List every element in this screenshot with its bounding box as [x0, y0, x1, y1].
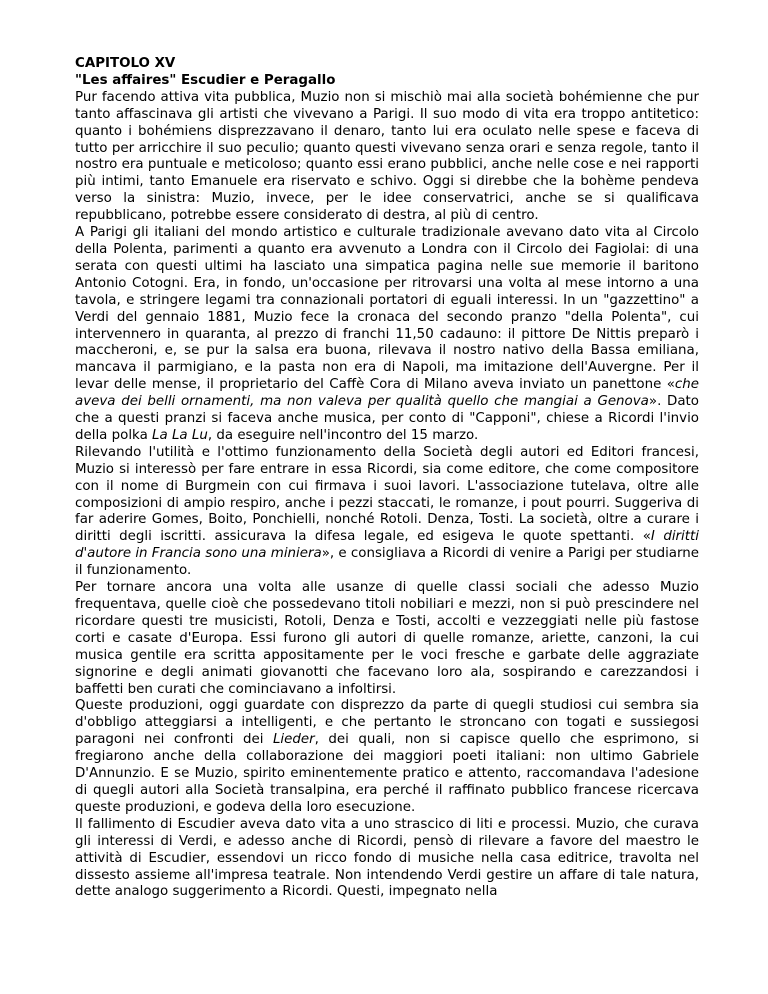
text-run: Rilevando l'utilità e l'ottimo funzionamento della Società degli autori ed Editori francesi, Muzio si interessò per fare entrare in essa Ricordi, sia come editore, che come compositore con il nome di Burgmein con cui firmava i suoi lavori. L'associazione tutelava, oltre alle composizioni di ampio respiro, anche i pezzi staccati, le romanze, i pout pourri. Suggeriva di far aderire Gomes, Boito, Ponchielli, nonché Rotoli. Denza, Tosti. La società, oltre a curare i diritti degli iscritti. assicurava la difesa legale, ed esigeva le quote spettanti. « — [75, 444, 699, 545]
italic-text: Lieder — [272, 732, 315, 748]
text-run: , dei quali, non si capisce quello che esprimono, si fregiarono anche della collaborazione dei maggiori poeti italiani: non ultimo Gabriele D'Annunzio. E se Muzio, spirito eminentemente pratico e attento, raccomandava l'adesione di quegli autori alla Società transalpina, era perché il raffinato pubblico francese ricercava queste produzioni, e godeva della loro esecuzione. — [75, 732, 699, 815]
paragraph — [75, 698, 699, 816]
chapter-heading: CAPITOLO XV — [75, 56, 176, 71]
text-run: , da eseguire nell'incontro del 15 marzo. — [207, 427, 479, 443]
text-run: Il fallimento di Escudier aveva dato vita a uno strascico di liti e processi. Muzio, che curava gli interessi di Verdi, e adesso anche di Ricordi, pensò di rilevare a favore del maestro le attività di Escudier, essendovi un ricco fondo di musiche nella casa editrice, travolta nel dissesto assieme all'impresa teatrale. Non intendendo Verdi gestire un affare di tale natura, dette analogo suggerimento a Ricordi. Questi, impegnato nella — [75, 816, 699, 900]
paragraph — [75, 580, 699, 698]
italic-text: I diritti d'autore in Francia sono una miniera — [75, 529, 700, 562]
text-run: A Parigi gli italiani del mondo artistico e culturale tradizionale avevano dato vita al Circolo della Polenta, parimenti a quanto era avvenuto a Londra con il Circolo dei Fagiolai: di una serata con questi ultimi ha lasciato una simpatica pagina nelle sue memorie il baritono Antonio Cotogni. Era, in fondo, un'occasione per ritrovarsi una volta al mese intorno a una tavola, e stringere legami tra connazionali portatori di eguali interessi. In un "gazzettino" a Verdi del gennaio 1881, Muzio fece la cronaca del secondo pranzo "della Polenta", cui intervennero in quaranta, al prezzo di franchi 11,50 cadauno: il pittore De Nittis preparò i maccheroni, e, se pur la salsa era buona, rilevava il nostro nativo della Bassa emiliana, mancava il parmigiano, e la pasta non era di Napoli, ma imitazione dell'Auvergne. Per il levar delle mense, il proprietario del Caffè Cora di Milano aveva inviato un panettone « — [75, 225, 699, 393]
text-run: Per tornare ancora una volta alle usanze di quelle classi sociali che adesso Muzio frequentava, quelle cioè che possedevano titoli nobiliari e mezzi, non si può prescindere nel ricordare questi tre musicisti, Rotoli, Denza e Tosti, accolti e vezzeggiati nelle più fastose corti e casate d'Europa. Essi furono gli autori di quelle romanze, ariette, canzoni, la cui musica gentile era scritta appositamente per le voci fresche e garbate delle aggraziate signorine e degli animati giovanotti che facevano loro ala, sospirando e carezzandosi i baffetti ben curati che cominciavano a infoltirsi. — [75, 580, 699, 697]
paragraph — [75, 90, 699, 225]
paragraph — [75, 225, 699, 445]
text-run: », e consigliava a Ricordi di venire a Parigi per studiarne il funzionamento. — [75, 546, 700, 579]
italic-text: che aveva dei belli ornamenti, ma non valeva per qualità quello che mangiai a Genova — [75, 377, 699, 410]
text-run: Pur facendo attiva vita pubblica, Muzio non si mischiò mai alla società bohémienne che pur tanto affascinava gli artisti che vivevano a Parigi. Il suo modo di vita era troppo antitetico: quanto i bohémiens disprezzavano il denaro, tanto lui era oculato nelle spese e faceva di tutto per arricchire il suo peculio; quanto questi vivevano senza orari e senza regole, tanto il nostro era puntuale e meticoloso; quanto essi erano pubblici, anche nelle cose e nei rapporti più intimi, tanto Emanuele era riservato e schivo. Oggi si direbbe che la bohème pendeva verso la sinistra: Muzio, invece, per le idee conservatrici, anche se si qualificava repubblicano, potrebbe essere considerato di destra, al più di centro. — [75, 89, 699, 224]
body-text — [75, 90, 699, 902]
italic-text: La La Lu — [152, 427, 208, 443]
text-run: Queste produzioni, oggi guardate con disprezzo da parte di quegli studiosi cui sembra sia d'obbligo atteggiarsi a intelligenti, e che pertanto le stroncano con togati e sussiegosi paragoni nei confronti dei — [75, 698, 699, 748]
paragraph — [75, 445, 699, 580]
paragraph — [75, 817, 699, 902]
chapter-title: "Les affaires" Escudier e Peragallo — [75, 72, 336, 88]
text-run: ». Dato che a questi pranzi si faceva anche musica, per conto di "Capponi", chiese a Ricordi l'invio della polka — [75, 394, 699, 443]
